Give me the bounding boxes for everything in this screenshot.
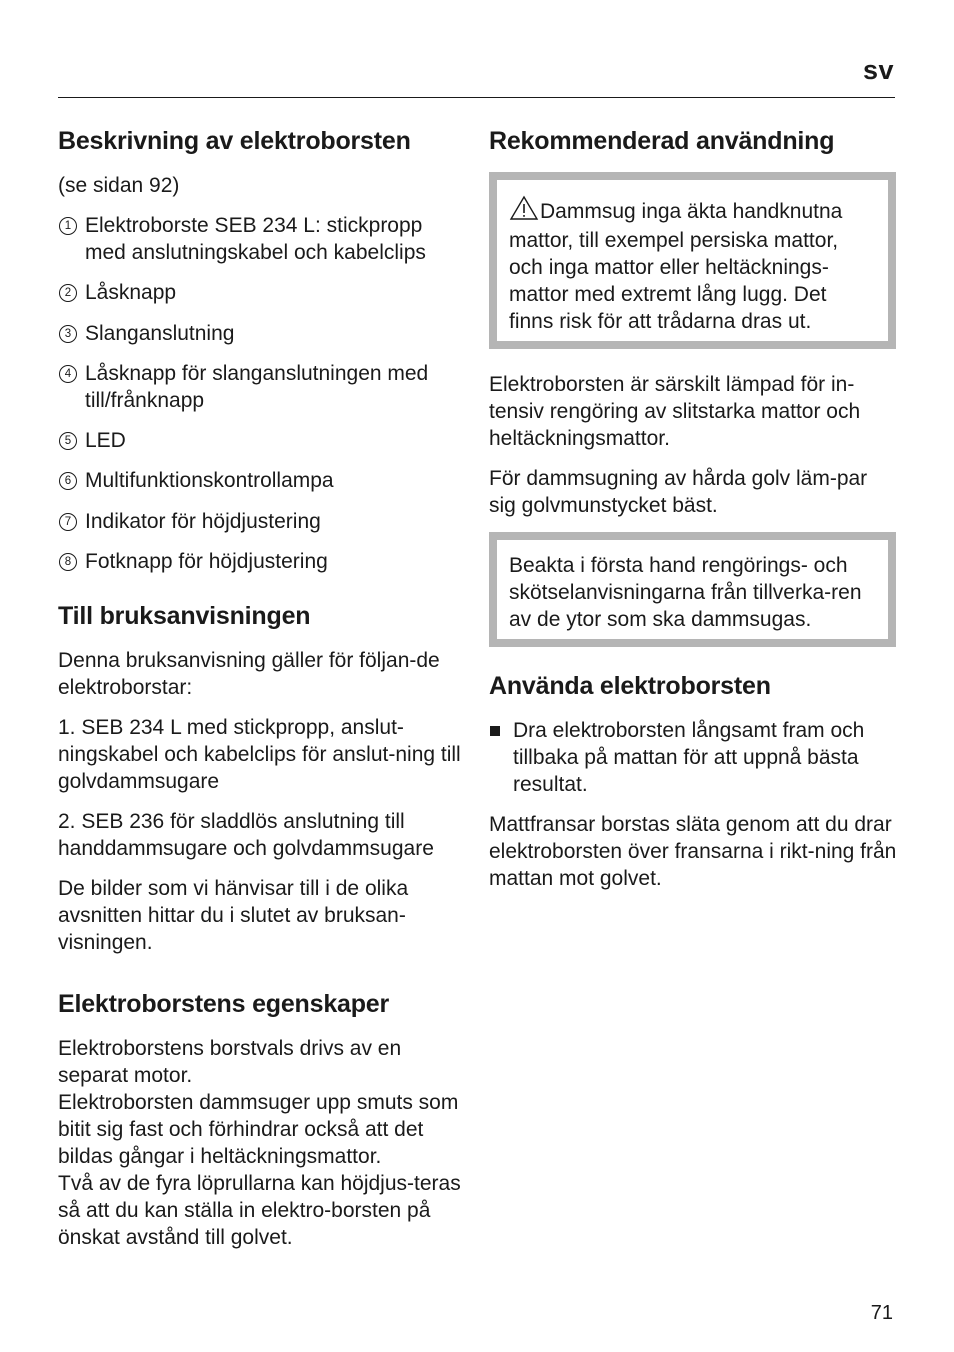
warning-box — [489, 172, 896, 349]
paragraph: De bilder som vi hänvisar till i de olika avsnitten hittar du i slutet av bruksan-visningen. — [58, 877, 409, 955]
language-code: sv — [862, 55, 894, 85]
page-number: 71 — [870, 1302, 893, 1324]
paragraph: Elektroborstens borstvals drivs av en separat motor. — [58, 1037, 402, 1088]
list-item: 1 Elektroborste SEB 234 L: stickpropp med anslutningskabel och kabelclips — [58, 212, 468, 266]
number-circle: 2 — [59, 284, 77, 302]
square-bullet-icon — [490, 726, 500, 736]
number-circle: 7 — [59, 513, 77, 531]
paragraph: För dammsugning av hårda golv läm-par sig golvmunstycket bäst. — [489, 467, 868, 517]
parts-list — [58, 212, 468, 575]
list-item: 8 Fotknapp för höjdjustering — [58, 548, 468, 575]
list-item: Dra elektroborsten långsamt fram och tillbaka på mattan för att uppnå bästa resultat. — [489, 717, 899, 798]
note-box — [489, 532, 896, 647]
paragraph: 2. SEB 236 för sladdlös anslutning till handdammsugare och golvdammsugare — [58, 810, 434, 861]
note-text: Beakta i första hand rengörings- och skötselanvisningarna från tillverka-ren av de ytor som ska dammsugas. — [509, 554, 862, 631]
right-column — [489, 124, 899, 905]
list-item: 3 Slanganslutning — [58, 320, 468, 347]
number-circle: 8 — [59, 553, 77, 571]
number-circle: 6 — [59, 472, 77, 490]
section-title-description: Beskrivning av elektroborsten — [58, 127, 411, 155]
paragraph: Mattfransar borstas släta genom att du drar elektroborsten över fransarna i rikt-ning från mattan mot golvet. — [489, 813, 897, 890]
list-item: 5 LED — [58, 427, 468, 454]
section-title-features: Elektroborstens egenskaper — [58, 990, 390, 1019]
section-title-recommended-use: Rekommenderad användning — [489, 127, 835, 155]
paragraph: Denna bruksanvisning gäller för följan-de elektroborstar: — [58, 649, 440, 700]
number-circle: 5 — [59, 432, 77, 450]
paragraph: Elektroborsten dammsuger upp smuts som bitit sig fast och förhindrar också att det bildas gångar i heltäckningsmattor. — [58, 1091, 459, 1169]
left-column — [58, 124, 468, 1251]
number-circle: 1 — [59, 217, 77, 235]
section-title-manual: Till bruksanvisningen — [58, 602, 311, 631]
paragraph: Två av de fyra löprullarna kan höjdjus-teras så att du kan ställa in elektro-borsten på önskat avstånd till golvet. — [58, 1172, 461, 1250]
warning-text: Dammsug inga äkta handknutna mattor, till exempel persiska mattor, och inga mattor eller heltäcknings-mattor med extremt lång lugg. Det finns risk för att trådarna dras ut. — [509, 200, 843, 333]
list-item: 2 Låsknapp — [58, 279, 468, 306]
page-reference: (se sidan 92) — [58, 174, 180, 197]
warning-triangle-icon — [509, 195, 539, 227]
usage-list — [489, 717, 899, 798]
header-rule — [58, 97, 895, 98]
paragraph: 1. SEB 234 L med stickpropp, anslut-ningskabel och kabelclips för anslut-ning till golvdammsugare — [58, 716, 461, 794]
number-circle: 3 — [59, 325, 77, 343]
list-item: 7 Indikator för höjdjustering — [58, 508, 468, 535]
paragraph: Elektroborsten är särskilt lämpad för in-tensiv rengöring av slitstarka mattor och heltäckningsmattor. — [489, 373, 861, 450]
list-item: 6 Multifunktionskontrollampa — [58, 467, 468, 494]
list-item: 4 Låsknapp för slanganslutningen med till/frånknapp — [58, 360, 468, 414]
number-circle: 4 — [59, 365, 77, 383]
section-title-usage: Använda elektroborsten — [489, 672, 771, 700]
